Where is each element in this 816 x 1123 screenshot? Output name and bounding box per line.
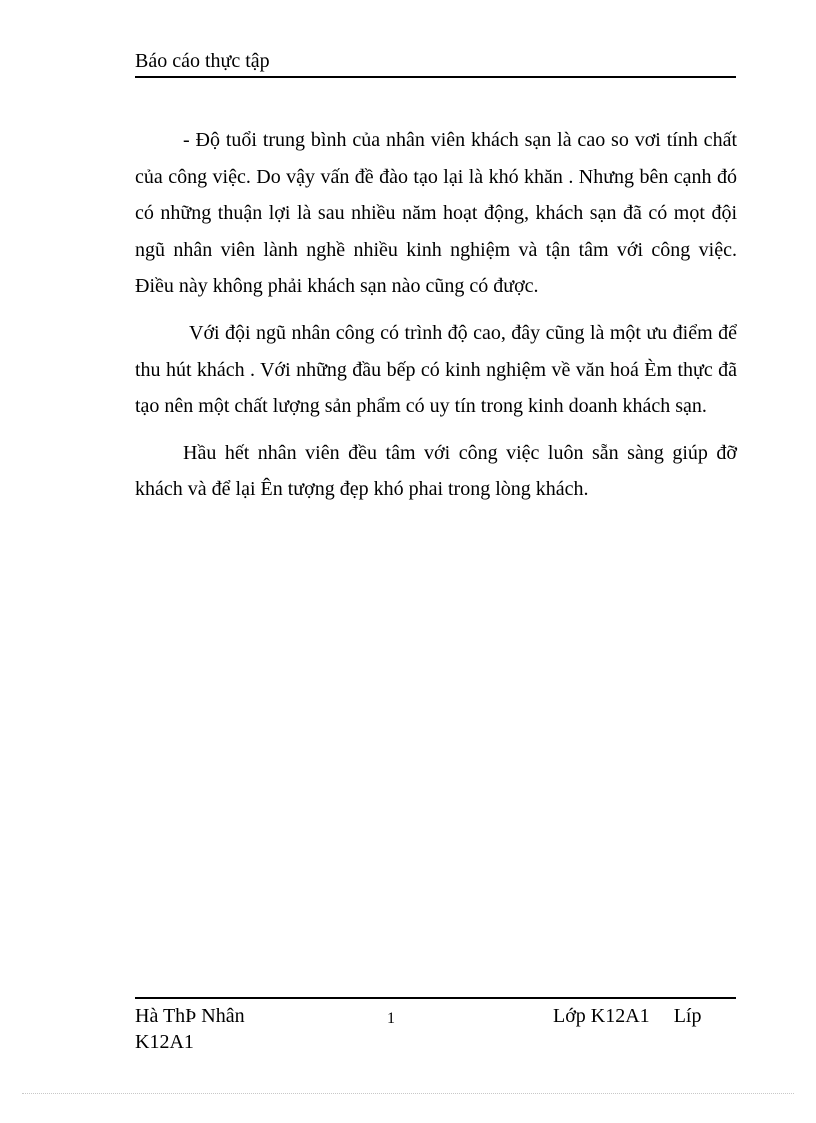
footer-class-continued: K12A1: [135, 1031, 194, 1053]
page-edge: [22, 1093, 794, 1094]
header-divider: [135, 76, 736, 78]
paragraph-1: - Độ tuổi trung bình của nhân viên khách sạn là cao so vơi tính chất của công việc. Do vậy vấn đề đào tạo lại là khó khăn . Nhưng bên cạnh đó có những thuận lợi là sau nhiều năm hoạt động, khách sạn đã có mọt đội ngũ nhân viên lành nghề nhiều kinh nghiệm và tận tâm với công việc. Điều này không phải khách sạn nào cũng có được.: [135, 129, 737, 298]
footer-class: [553, 1003, 701, 1029]
page-number: 1: [387, 1010, 395, 1027]
footer-class-label: Lớp K12A1: [553, 1005, 650, 1027]
paragraph-2: Với đội ngũ nhân công có trình độ cao, đây cũng là một ưu điểm để thu hút khách . Với những đầu bếp có kinh nghiệm về văn hoá Èm thực đã tạo nên một chất lượng sản phẩm có uy tín trong kinh doanh khách sạn.: [135, 321, 737, 418]
footer-author: Hà ThÞ Nhân: [135, 1005, 245, 1027]
body-text: [135, 122, 737, 518]
page-header-title: Báo cáo thực tập: [135, 50, 270, 72]
footer-class-label-alt: Líp: [673, 1005, 702, 1027]
footer-divider: [135, 997, 736, 999]
paragraph-3: Hầu hết nhân viên đều tâm với công việc luôn sẵn sàng giúp đỡ khách và để lại Ên tượng đẹp khó phai trong lòng khách.: [135, 441, 737, 501]
